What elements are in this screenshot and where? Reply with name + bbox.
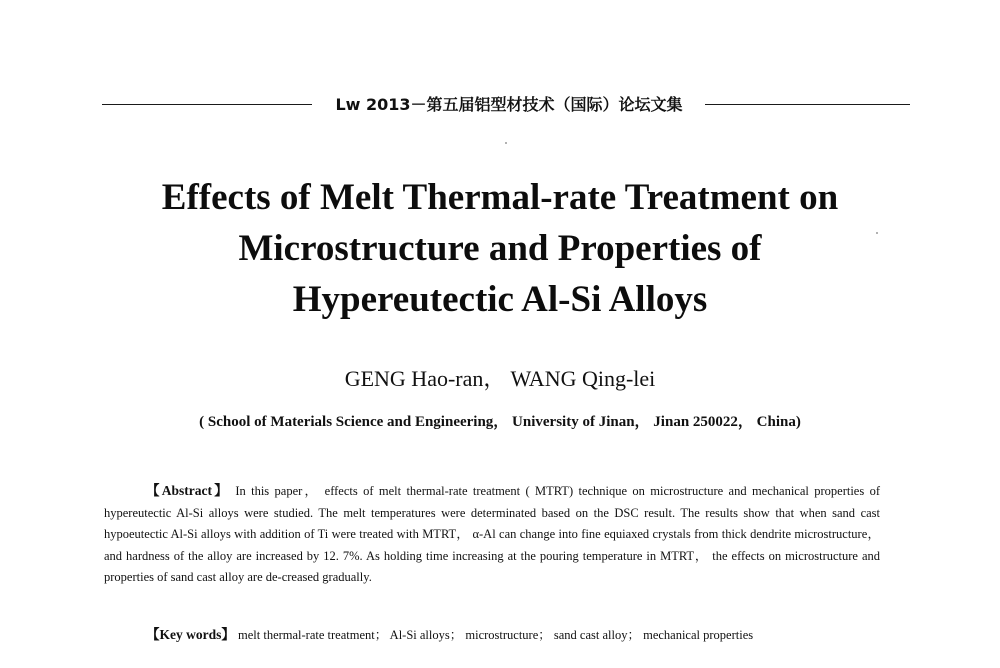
running-header xyxy=(0,92,1000,118)
header-rule-right xyxy=(705,104,910,105)
scan-speck xyxy=(505,142,507,144)
keywords-label: 【Key words】 xyxy=(146,627,235,642)
abstract-text: In this paper， effects of melt thermal-rate treatment ( MTRT) technique on microstructure and mechanical properties of hypereutectic Al-Si alloys were studied. The melt temperatures were determinated based on the DSC result. The results show that when sand cast hypoeutectic Al-Si alloys with addition of Ti were treated with MTRT， α-Al can change into fine equiaxed crystals from thick dendrite microstructure， and hardness of the alloy are increased by 12. 7%. As holding time increasing at the pouring temperature in MTRT， the effects on microstructure and properties of sand cast alloy are de-creased gradually. xyxy=(104,484,880,585)
authors: GENG Hao-ran， WANG Qing-lei xyxy=(344,366,656,391)
abstract-label: 【Abstract】 xyxy=(146,483,230,498)
paper-title xyxy=(60,172,940,325)
title-line: Effects of Melt Thermal-rate Treatment on xyxy=(161,177,839,218)
abstract xyxy=(104,480,880,589)
title-line: Microstructure and Properties of xyxy=(238,228,762,269)
keywords-text: melt thermal-rate treatment； Al-Si alloys； microstructure； sand cast alloy； mechanical properties xyxy=(234,628,754,642)
header-rule-left xyxy=(102,104,312,105)
header-text: Lw 2013－第五届铝型材技术（国际）论坛文集 xyxy=(335,95,683,114)
title-line: Hypereutectic Al-Si Alloys xyxy=(292,279,708,320)
affiliation: ( School of Materials Science and Engineering， University of Jinan， Jinan 250022， China) xyxy=(199,414,801,430)
keywords xyxy=(104,624,880,647)
